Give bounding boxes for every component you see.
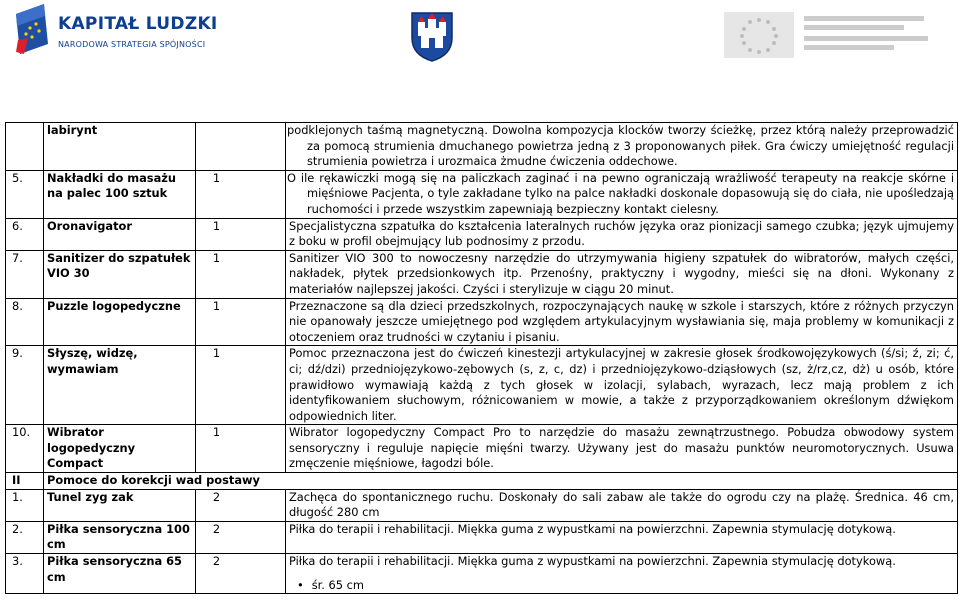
item-quantity: 2 [196,554,286,594]
table-row [6,425,958,473]
item-name: Piłka sensoryczna 100 cm [44,521,196,553]
item-quantity: 1 [196,170,286,218]
row-number: 1. [6,489,44,521]
item-quantity: 2 [196,521,286,553]
item-description: Sanitizer VIO 300 to nowoczesny narzędzie do utrzymywania higieny szpatułek do wibratorów, małych części, nakładek, płytek przedsionkowych itp. Przenośny, praktyczny i wygodny, mieści się na dłoni. Wykonany z materiałów najlepszej jakości. Czyści i sterylizuje w ciągu 20 minut. [286,250,958,298]
row-number: 8. [6,298,44,346]
item-name: Puzzle logopedyczne [44,298,196,346]
table-row [6,218,958,250]
section-row [6,473,958,490]
kapital-ludzki-flag-icon [14,4,52,56]
item-description: Przeznaczone są dla dzieci przedszkolnych, rozpoczynających naukę w szkole i starszych, które z różnych przyczyn nie opanowały jeszcze umiejętnego pod względem artykulacyjnym wysławiania się, maja problemy w komunikacji z otoczeniem oraz trudności w czytaniu i pisaniu. [286,298,958,346]
city-crest-icon [409,10,455,62]
item-description: Pomoc przeznaczona jest do ćwiczeń kinestezji artykulacyjnej w zakresie głosek środkowojęzykowych (ś/si; ź, zi; ć, ci; dź/dzi) przedniojęzykowo-zębowych (s, z, c, dz) i przedniojęzykowo-dziąsłowych (sz, ż/rz,cz, dż) u osób, które prawidłowo wymawiają każdą z tych głosek w izolacji, sylabach, wyrazach, lecz mają problem z ich identyfikowaniem słuchowym, różnicowaniem w mowie, a także z przyporządkowaniem określonym dźwiękom odpowiednich liter. [286,346,958,425]
item-description: Zachęca do spontanicznego ruchu. Doskonały do sali zabaw ale także do ogrodu czy na plażę. Średnica. 46 cm, długość 280 cm [286,489,958,521]
item-quantity: 1 [196,346,286,425]
table-row [6,170,958,218]
item-name: Słyszę, widzę, wymawiam [44,346,196,425]
item-name: Oronavigator [44,218,196,250]
page-header [0,0,959,105]
item-description: Specjalistyczna szpatułka do kształcenia lateralnych ruchów języka oraz pionizacji samego czubka; język ujmujemy z boku w profil obejmujący lub podnosimy z przodu. [286,218,958,250]
logo-title: KAPITAŁ LUDZKI [58,14,218,34]
section-number: II [6,473,44,490]
item-name: Piłka sensoryczna 65 cm [44,554,196,594]
item-quantity: 1 [196,250,286,298]
item-name: Wibrator logopedyczny Compact [44,425,196,473]
row-number: 5. [6,170,44,218]
table-row [6,250,958,298]
row-number: 2. [6,521,44,553]
item-description: O ile rękawiczki mogą się na paliczkach zaginać i na pewno ograniczają wrażliwość terapeuty na reakcje skórne i mięśniowe Pacjenta, o tyle zakładane tylko na palce nakładki doskonale dopasowują się do ciała, nie upośledzają ruchomości i przede wszystkim zapewniają bezpieczny kontakt cielesny. [286,170,958,218]
row-number [6,123,44,171]
kapital-ludzki-logo [14,4,218,64]
equipment-table [5,122,958,594]
item-description-cell [286,554,958,594]
table-row [6,521,958,553]
item-quantity: 1 [196,298,286,346]
section-title: Pomoce do korekcji wad postawy [44,473,958,490]
item-quantity: 1 [196,218,286,250]
item-description: Piłka do terapii i rehabilitacji. Miękka guma z wypustkami na powierzchni. Zapewnia stymulację dotykową. [289,554,896,569]
item-quantity: 2 [196,489,286,521]
bullet-item: • śr. 65 cm [289,578,954,594]
logo-subtitle: NARODOWA STRATEGIA SPÓJNOŚCI [58,40,206,49]
table-row [6,346,958,425]
table-row [6,554,958,594]
item-name: Sanitizer do szpatułek VIO 30 [44,250,196,298]
eu-logo [724,8,932,62]
table-row [6,489,958,521]
item-description: Piłka do terapii i rehabilitacji. Miękka guma z wypustkami na powierzchni. Zapewnia stymulację dotykową. [286,521,958,553]
item-name: Tunel zyg zak [44,489,196,521]
table-row [6,123,958,171]
item-quantity [196,123,286,171]
item-quantity: 1 [196,425,286,473]
row-number: 10. [6,425,44,473]
item-name: labirynt [44,123,196,171]
item-description: podklejonych taśmą magnetyczną. Dowolna kompozycja klocków tworzy ścieżkę, przez którą należy przeprowadzić za pomocą strumienia dmuchanego powietrza jedną z 3 proponowanych piłek. Gra ćwiczy umiejętność regulacji strumienia powietrza i urozmaica żmudne ćwiczenia oddechowe. [286,123,958,171]
row-number: 7. [6,250,44,298]
item-description: Wibrator logopedyczny Compact Pro to narzędzie do masażu zewnątrzustnego. Pobudza obwodowy system sensoryczny i reguluje napięcie mięśni twarzy. Używany jest do masażu punktów neuromotorycznych. Usuwa zmęczenie mięśniowe, łagodzi bóle. [286,425,958,473]
row-number: 9. [6,346,44,425]
row-number: 3. [6,554,44,594]
item-name: Nakładki do masażu na palec 100 sztuk [44,170,196,218]
row-number: 6. [6,218,44,250]
table-row [6,298,958,346]
